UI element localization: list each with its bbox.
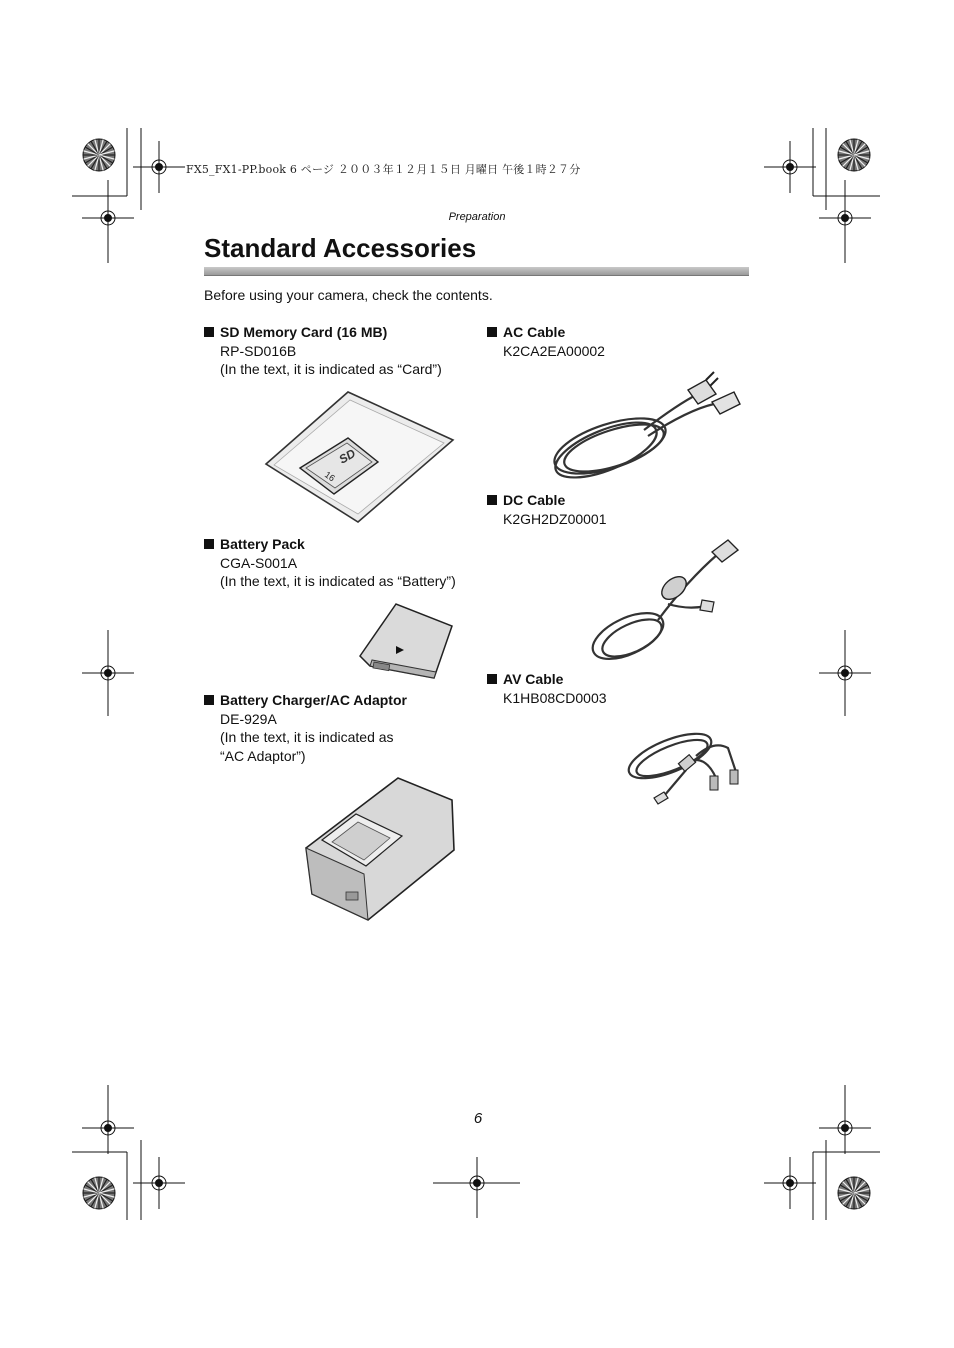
item-model: K2GH2DZ00001 <box>503 510 607 527</box>
item-ac-cable <box>503 323 605 360</box>
item-name: Battery Charger/AC Adaptor <box>220 692 407 708</box>
item-battery-pack <box>220 535 456 591</box>
charger-illustration <box>302 774 458 924</box>
dc-cable-illustration <box>588 540 740 662</box>
item-sd-card <box>220 323 442 379</box>
item-name: AC Cable <box>503 324 566 340</box>
title-rule <box>204 267 749 276</box>
item-dc-cable <box>503 491 607 528</box>
item-note: (In the text, it is indicated as <box>220 729 394 745</box>
color-wheel-icon <box>838 139 870 171</box>
item-model: K2CA2EA00002 <box>503 342 605 359</box>
registration-target-icon <box>764 141 816 193</box>
item-model: DE-929A <box>220 710 277 727</box>
item-model: K1HB08CD0003 <box>503 689 607 706</box>
color-wheel-icon <box>838 1177 870 1209</box>
bullet-icon <box>204 539 214 549</box>
page-number: 6 <box>473 1110 483 1127</box>
print-header: FX5_FX1-PP.book 6 ページ ２００３年１２月１５日 月曜日 午後１時２７分 <box>186 163 581 176</box>
sd-card-illustration <box>262 388 456 526</box>
registration-target-icon <box>764 1157 816 1209</box>
av-cable-illustration <box>624 716 746 808</box>
svg-text:SD: SD <box>336 446 358 467</box>
item-name: SD Memory Card (16 MB) <box>220 324 388 340</box>
item-name: Battery Pack <box>220 536 305 552</box>
bullet-icon <box>487 674 497 684</box>
page-title: Standard Accessories <box>204 233 477 263</box>
item-model: RP-SD016B <box>220 342 297 359</box>
ac-cable-illustration <box>548 364 744 484</box>
bullet-icon <box>204 327 214 337</box>
item-note: “AC Adaptor”) <box>220 747 306 764</box>
bullet-icon <box>487 495 497 505</box>
intro-text: Before using your camera, check the contents. <box>204 287 493 303</box>
item-name: DC Cable <box>503 492 566 508</box>
section-label: Preparation <box>448 211 506 223</box>
item-av-cable <box>503 670 607 707</box>
item-charger <box>220 691 407 765</box>
sd-card-label: 16 <box>322 469 337 484</box>
color-wheel-icon <box>83 139 115 171</box>
item-note: (In the text, it is indicated as “Battery”) <box>220 573 456 589</box>
bullet-icon <box>204 695 214 705</box>
item-note: (In the text, it is indicated as “Card”) <box>220 361 442 377</box>
battery-pack-illustration <box>356 600 456 682</box>
item-model: CGA-S001A <box>220 554 298 571</box>
bullet-icon <box>487 327 497 337</box>
item-name: AV Cable <box>503 671 564 687</box>
color-wheel-icon <box>83 1177 115 1209</box>
